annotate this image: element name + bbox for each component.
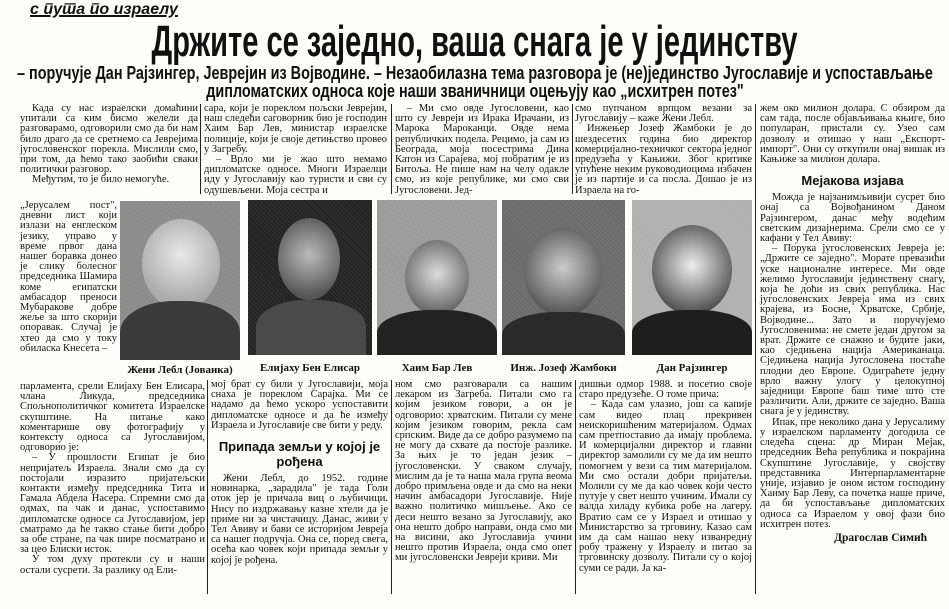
paragraph: Када су нас израелски домаћини упитали са ким бисмо желели да разговарамо, одговорили смо да би нам било драго да се сретнемо са Јеврејима југословенског порекла. Мислили смо, при том, да ћемо тако заобићи сваки политички разговор.: [20, 103, 198, 176]
column-5: [760, 104, 945, 545]
column-rule: [572, 104, 573, 194]
column-rule: [207, 380, 208, 594]
paragraph: – Порука југословенских Јевреја је: „Држите се заједно". Морате превазићи уске националне интересе. Ми овде желимо Југославији јединствену снагу, која ће доћи из свих република. Нас југословенских Јевреја има из свих крајева, из Босне, Хрватске, Србије, Војводине... Зато и поручујемо Југословенима: не смете један другом за врат. Држите се снажно и будите јаки, као сједињена нација Американаца. Сједињена нација Југословена постаће плодни део Европе. Одиграћете једну врло важну улогу у целокупној заједници Европе баш тиме што сте различити. Али, држите се заједно. Ваша снага је у јединству.: [760, 243, 945, 418]
paragraph: Ипак, пре неколико дана у Јерусалиму у израелском парламенту догодила се следећа сцена: др Миран Мејак, председник Већа република и покрајина Скупштине Југославије, у својству представника Интерпарламентарне уније, изјавио је оном истом господину Хаиму Бар Леву, са почетка наше приче, да би успостављање дипломатских односа са Израелом у овој фази био исхитрен потез.: [760, 416, 945, 530]
photo-caption: Дан Рајзингер: [656, 362, 728, 374]
column-rule: [200, 104, 201, 194]
paragraph: – У прошлости Египат је био непријатељ Израела. Знали смо да су постојали изразито пријатељски контакти између председника Тита и Гамала Абдела Насера. Спремни смо да одмах, па чак и данас, успоставимо дипломатске односе са Југославијом, јер сматрамо да ће такво стање бити добро за обе стране, па чак шире посматрано и за цео Блиски исток.: [20, 452, 205, 556]
subtitle: – поручује Дан Рајзингер, Јеврејин из Војводине. – Незаобилазна тема разговора је (не)јединство Југославије и успостављање дипломатских односа које наши званичници оцењују као „исхитрен потез": [17, 63, 933, 101]
column-2-top: [204, 104, 387, 196]
paragraph: жем око милион долара. С обзиром да сам тада, после објављивања књиге, био популаран, пристали су. Узео сам дозволу и отишао у наш „Експорт-импорт". Они су откупили онај вишак из Кањиже за милион долара.: [760, 103, 945, 166]
subheading: Припада земљи у којој је рођена: [218, 439, 381, 470]
paragraph: – Када сам улазио, још са капије сам видео плац прекривен неискоришћеним материјалом. Одмах сам претпоставио да имају проблема. И комерцијални директор и главни директор замолили су ме да им нешто помогнем у вези са тим материјалом. Ми смо остали добри пријатељи. Молили су ме да као човек који често путује у свет нешто учиним. Имали су валда хиладу кубика робе на лагеру. Вратио сам се у Израел и отишао у Министарство за трговину. Казао сам им да сам нашао неку изванредну робу тражену у Израелу и питао за трговинску дозволу. Питали су о којој суми се ради. Ја ка-: [579, 399, 752, 574]
column-4-bottom: [579, 380, 752, 574]
paragraph: Инжењер Јозеф Жамбоки је до шездесетих година био директор комерцијално-техничког сектора једног предузећа у Кањижи. Због критике упућене неким руководиоцима избачен је из партије и са посла. Дошао је из Израела на го-: [575, 123, 752, 196]
photo-jeni-lebl: [120, 201, 240, 360]
subheading: Мејакова изјава: [801, 173, 904, 189]
column-4-top: [575, 104, 752, 196]
paragraph: смо пупчаном врпцом везани за Југославију – каже Жени Лебл.: [575, 103, 752, 125]
photo-dan-rajzinger: [632, 200, 752, 355]
column-1-top: [20, 104, 198, 186]
paragraph: – Врло ми је жао што немамо дипломатске односе. Многи Израелци иду у Југославију као туристи и сви су одушевљени. Моја сестра и: [204, 154, 387, 196]
paragraph: У том духу протекли су и наши остали сусрети. За разлику од Ели-: [20, 554, 205, 576]
column-1-bottom: [20, 382, 205, 576]
photo-caption: Елијаху Бен Елисар: [259, 362, 361, 374]
photo-haim-bar-lev: [377, 200, 497, 355]
column-1-wrap: [20, 201, 117, 354]
author-signature: Драгослав Симић: [834, 531, 927, 544]
photo-caption: Хаим Бар Лев: [401, 362, 473, 374]
column-rule: [391, 380, 392, 594]
paragraph: Жени Лебл, до 1952. године новинарка, „зарадила" је тада Голи оток јер је причала виц о љубичици. Нису по издржавању казне хтели да је приме ни за чистачицу. Данас, живи у Тел Авиву и бави се историјом Јевреја са нашег подручја. Она се, поред свега, осећа као човек који припада земљи у којој је рођена.: [211, 473, 388, 566]
paragraph: – Ми смо овде Југословени, као што су Јевреји из Ирака Ирачани, из Марока Мароканци. Овде нема републичких подела. Рецимо, ја сам из Београда, моја посестрима Дина Катон из Сарајева, мој побратим је из Битоља. Не пише нам на челу одакле смо, из које републике, ми смо сви Југословени. Јед-: [395, 103, 569, 196]
paragraph: мој брат су били у Југославији, моја снаха је пореклом Сарајка. Ми се надамо да ћемо ускоро успоставити дипломатске односе и да ће између Израела и Југославије све бити у реду.: [211, 379, 388, 431]
column-2-bottom: [211, 380, 388, 566]
headline: Држите се заједно, ваша снага је у јединству: [151, 17, 798, 66]
photo-jozef-zamboki: [502, 200, 625, 355]
paragraph: дишњи одмор 1988. и посетио своје старо предузеће. О томе прича:: [579, 379, 752, 401]
paragraph: парламента, срели Елијаху Бен Елисара, члана Ликуда, председника Спољнополитичког комитета Израелске скупштине. На питање како коментарише ову фотографију у контексту односа са Југославијом, одговорио је:: [20, 381, 205, 454]
column-rule: [575, 380, 576, 594]
section-kicker: с пута по израелу: [30, 1, 178, 18]
column-rule: [391, 104, 392, 194]
paragraph: Међутим, то је било немогуће.: [32, 174, 170, 186]
paragraph: ном смо разговарали са нашим лекаром из Загреба. Питали смо га којим језиком говори, а он је одговорио: хрватским. Питали су мене којим језиком говорим, рекла сам српским. Виде да се добро разумемо па не могу да схвате да постоје разлике. За њих је то један језик – југословенски. У сваком случају, мислим да је та наша мала група веома добро примљена овде и да смо на неки начин амбасадори Југославије. Није важно политичко мишљење. Ако се деси нешто везано за Југославију, ако она нешто добро направи, онда смо ми на висини, ако Југославија учини нешто против Израела, онда смо опет ми југословенски Јевреји криви. Ми: [395, 379, 572, 564]
photo-caption: Инж. Јозеф Жамбоки: [510, 362, 617, 374]
paragraph: сара, који је пореклом пољски Јеврејин, наш следећи саговорник био је господин Хаим Бар Лев, министар израелске полиције, који је своје детињство провео у Загребу.: [204, 103, 387, 155]
photo-caption: Жени Лебл (Јованка): [127, 364, 233, 376]
paragraph: „Јерусалем пост", дневни лист који излази на енглеском језику, управо у време првог дана нашег боравка донео је слику болесног председника Шамира коме египатски амбасадор преноси Мубаракове добре жеље за што скорији опоравак. Случај је хтео да смо у току обиласка Кнесета –: [20, 200, 117, 354]
column-rule: [755, 104, 756, 594]
paragraph: Можда је најзанимљивији сусрет био онај са Војвођанином Даном Рајзингером, данас међу водећим светским дизајнерима. Срели смо се у кафани у Тел Авиву:: [760, 192, 945, 245]
column-3-bottom: [395, 380, 572, 564]
photo-elijahu-ben-elisar: [248, 200, 372, 355]
column-3-top: [395, 104, 569, 196]
